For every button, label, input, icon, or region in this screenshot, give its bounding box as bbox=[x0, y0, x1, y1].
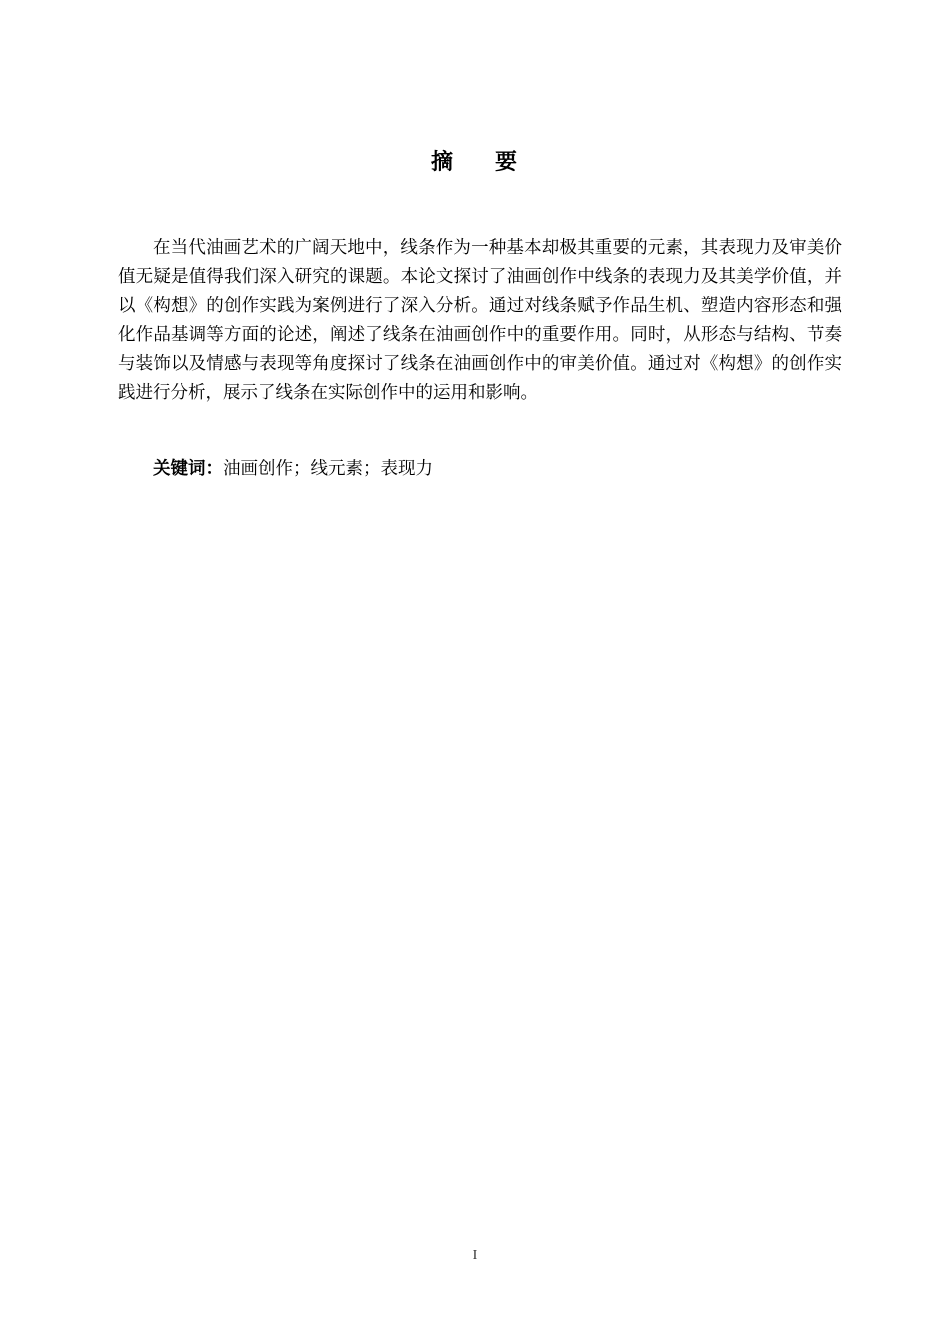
keywords-list: 油画创作；线元素；表现力 bbox=[223, 459, 433, 479]
heading-char-1: 摘 bbox=[430, 150, 455, 175]
keywords-line bbox=[118, 455, 842, 484]
abstract-body: 在当代油画艺术的广阔天地中，线条作为一种基本却极其重要的元素，其表现力及审美价值无疑是值得我们深入研究的课题。本论文探讨了油画创作中线条的表现力及其美学价值，并以《构想》的创作实践为案例进行了深入分析。通过对线条赋予作品生机、塑造内容形态和强化作品基调等方面的论述，阐述了线条在油画创作中的重要作用。同时，从形态与结构、节奏与装饰以及情感与表现等角度探讨了线条在油画创作中的审美价值。通过对《构想》的创作实践进行分析，展示了线条在实际创作中的运用和影响。 bbox=[118, 238, 842, 403]
abstract-heading bbox=[0, 148, 950, 178]
heading-char-2: 要 bbox=[495, 150, 520, 175]
keywords-label: 关键词： bbox=[153, 459, 223, 479]
page-number: I bbox=[472, 1248, 478, 1263]
